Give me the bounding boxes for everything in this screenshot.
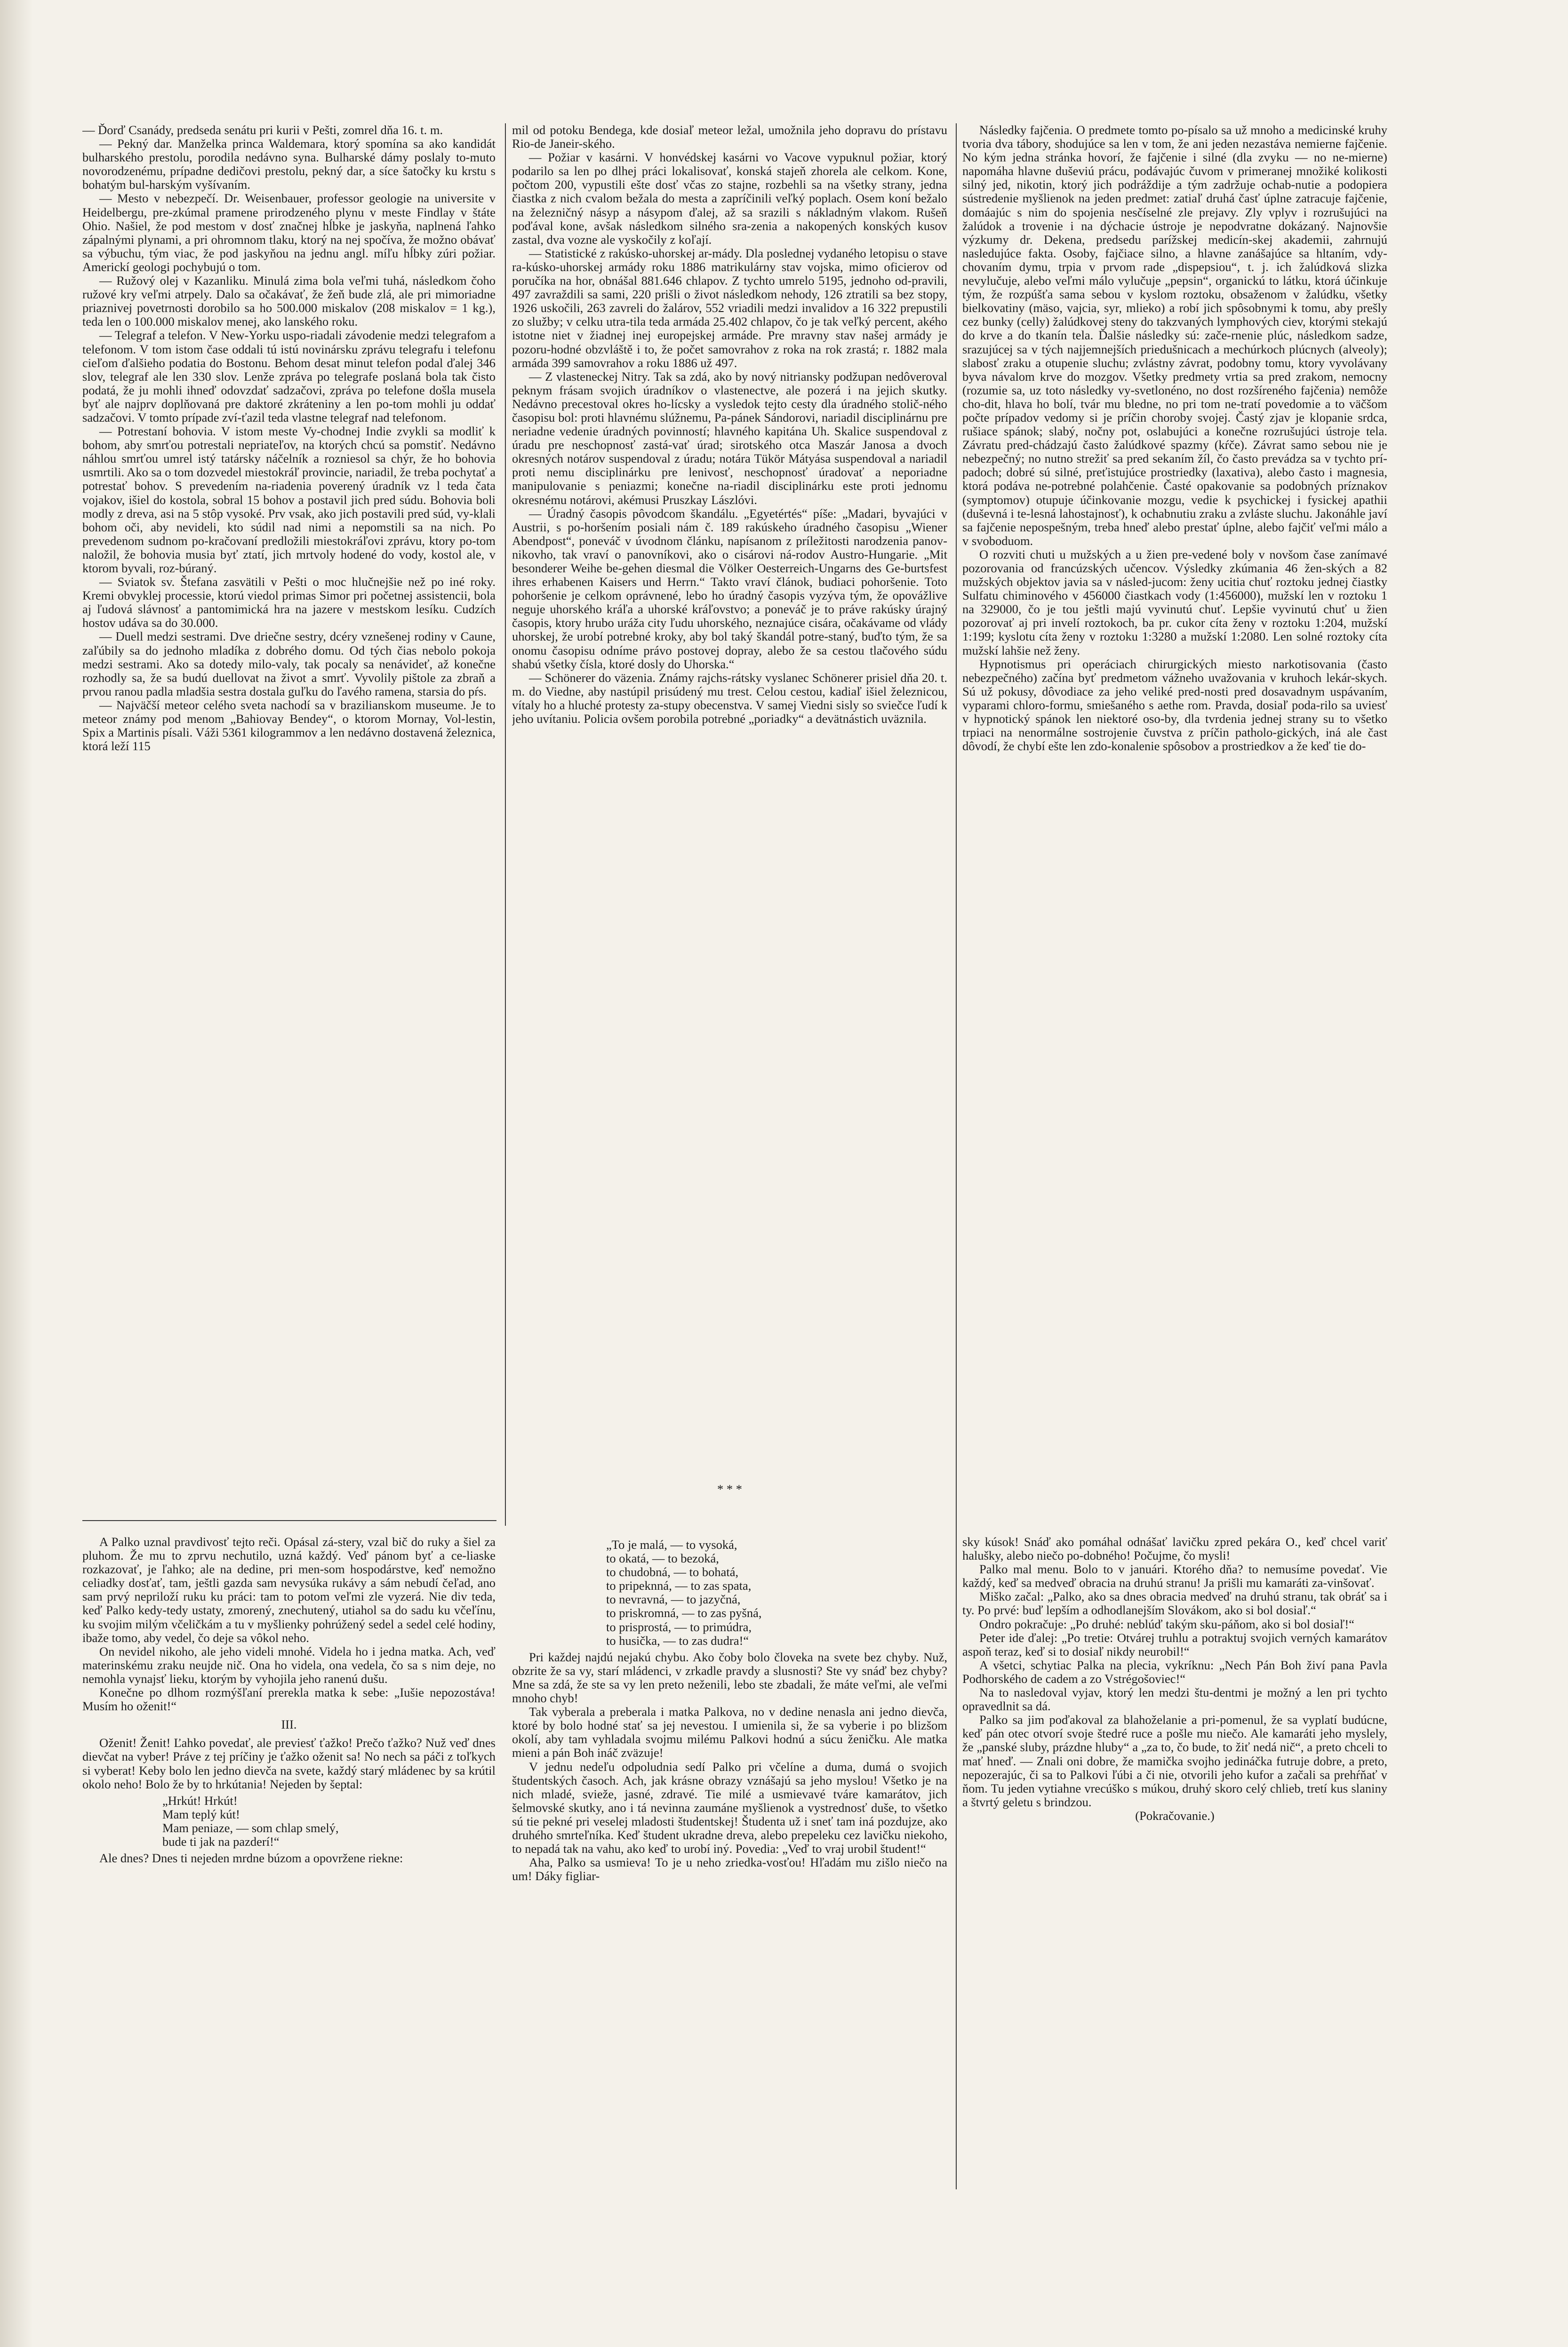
column-divider — [505, 123, 506, 1526]
asterism — [512, 1482, 947, 1501]
feuilleton-paragraph: Miško začal: „Palko, ako sa dnes obracia medveď na druhú stranu, tak obráť sa i ty. Po prvé: buď lepším a odhodlanejším Slovákom, ako si bol dosiaľ.“ — [962, 1589, 1387, 1618]
news-item-paragraph: — Ďorď Csanády, predseda senátu pri kurii v Pešti, zomrel dňa 16. t. m. — [82, 123, 443, 137]
news-column-left — [82, 123, 496, 1530]
feuilleton-paragraph: Ondro pokračuje: „Po druhé: neblúď takým sku-páňom, ako si bol dosiaľ!“ — [979, 1617, 1354, 1631]
verse-line: to prisprostá, — to primúdra, — [606, 1619, 752, 1634]
verse-line: „Hrkút! Hrkút! — [162, 1793, 238, 1808]
news-column-middle — [512, 123, 947, 1479]
asterisk-separator: * * * — [717, 1482, 742, 1496]
verse-line: to husička, — to zas dudra!“ — [606, 1633, 749, 1648]
news-item-paragraph: Hypnotismus pri operáciach chirurgických miesto narkotisovania (často nebezpečného) začína byť predmetom vážneho uvažovania v kruhoch lekár-skych. Sú už pokusy, dôvodiace za jeho veliké pred-nosti pred dosavadnym uspávaním, vyparami chloro-formu, smiešaného s aethe rom. Pravda, dosiaľ poda-rilo sa uviesť v hypnotický spánok len niektoré oso-by, dla tvrdenia jednej strany su to všetko trpiaci na nenormálne sostrojenie čuvstva z príčin patholo-gických, iná ale čast dôvodí, že chybí ešte len zdo-konalenie spôsobov a prostriedkov a že keď tie do- — [962, 657, 1387, 753]
news-item-paragraph: — Mesto v nebezpečí. Dr. Weisenbauer, professor geologie na universite v Heidelbergu, pre-zkúmal pramene prirodzeného plynu v meste Findlay v štáte Ohio. Našiel, že pod mestom v dosť značnej hĺbke je jaskyňa, naplnená ľahko zápalnými plynami, a pri ohromnom tlaku, ktorý na nej spočíva, že možno obávať sa výbuchu, tým viac, že pod jaskyňou na jednu angl. míľu hĺbky zúri požiar. Americkí geologi pochybujú o tom. — [82, 191, 496, 274]
news-item-paragraph: mil od potoku Bendega, kde dosiaľ meteor ležal, umožnila jeho dopravu do prístavu Rio-de Janeir-ského. — [512, 123, 947, 151]
feuilleton-middle — [512, 1535, 947, 2298]
feuilleton-paragraph: On nevidel nikoho, ale jeho videli mnohé. Videla ho i jedna matka. Ach, veď materinskému zraku neujde nič. Ona ho videla, ona vedela, čo sa s nim deje, no nemohla vynajsť lieku, ktorým by vyhojila jeho ranenú dušu. — [82, 1644, 496, 1686]
verse-line: Mam teplý kút! — [162, 1807, 240, 1821]
feuilleton-paragraph: Peter ide ďalej: „Po tretie: Otvárej truhlu a potraktuj svojich verných kamarátov aspoň teraz, keď si to dosiaľ nikdy neurobil!“ — [962, 1630, 1387, 1658]
news-item-paragraph: — Požiar v kasárni. V honvédskej kasárni vo Vacove vypuknul požiar, ktorý podarilo sa len po dlhej práci lokalisovať, konská stajeň zhorela ale celkom. Kone, počtom 200, vypustili ešte dosť včas zo stajne, rozbehli sa na všetky strany, jedna čiastka z nich cvalom bežala do mesta a zapríčinili veľký poplach. Osem koní bežalo na železničný násyp a násypom ďalej, až sa srazili s nákladným vlakom. Rušeň poďával kone, avšak následkom silného sra-zenia a nakopených konských kusov zastal, dva vozne ale vyskočily z koľají. — [512, 150, 947, 247]
news-item-paragraph: — Úradný časopis pôvodcom škandálu. „Egyetértés“ píše: „Madari, byvajúci v Austrii, s po-horšením posiali nám č. 189 rakúskeho úradného časopisu „Wiener Abendpost“, poneváč v úvodnom článku, napísanom z príležitosti narodzenia panov-nikovho, tak vraví o panovníkovi, ako o cisárovi ná-rodov Austro-Hungarie. „Mit besonderer Weihe be-gehen diesmal die Völker Oesterreich-Ungarns des Ge-burtsfest ihres erhabenen Kaisers und Herrn.“ Takto vraví článok, budiaci pohoršenie. Toto pohoršenie je celkom oprávnené, lebo ho úradný časopis vyzýva tým, že opovážlive neguje uhorského kráľa a uhorské kráľovstvo; a poneváč je to práve rakúsky úrajný časopis, ktory hrubo uráža city ľudu uhorského, neznajúce cisára, očakávame od vlády uhorskej, že urobí potrebné kroky, aby bol taký škandál potre-staný, buďto tým, že sa onomu časopisu odníme právo postovej dopray, alebo že sa cestou tlačového súdu shabú všetky čísla, ktoré dosly do Uhorska.“ — [512, 506, 947, 671]
feuilleton-paragraph: Aha, Palko sa usmieva! To je u neho zriedka-vosťou! Hľadám mu zišlo niečo na um! Dáky figliar- — [512, 1855, 947, 1883]
feuilleton-divider — [82, 1520, 496, 1521]
verse-line: to okatá, — to bezoká, — [606, 1551, 719, 1566]
verse-line: to nevravná, — to jazyčná, — [606, 1592, 741, 1607]
verse-to-je-mala — [512, 1538, 947, 1648]
verse-hrkut — [82, 1794, 496, 1849]
feuilleton-paragraph: Pri každej najdú nejakú chybu. Ako čoby bolo človeka na svete bez chyby. Nuž, obzrite že sa vy, starí mládenci, v zrkadle pravdy a slusnosti? Ste vy snáď bez chyby? Mne sa zdá, že ste sa vy len preto neženili, lebo ste zbadali, že máte veľmi, ale veľmi mnoho chyb! — [512, 1650, 947, 1706]
feuilleton-paragraph: Palko sa jim poďakoval za blahoželanie a pri-pomenul, že sa vyplatí budúcne, keď pán otec otvorí svoje štedré ruce a pošle mu niečo. Ale kamaráti jeho myslely, že „panské sluby, prázdne hluby“ a „za to, čo bude, to žiť nedá nič“, a preto chcelі to mať hneď. — Znali oni dobre, že mamička svojho jedináčka futruje dobre, a preto, nepozerajúc, či sa to Palkovi ľúbi a či nie, otvorili jeho kufor a začali sa prehŕňať v ňom. Tu jeden vytiahne vrecúško s múkou, druhý skoro celý chlieb, tretí kus slaniny a štvrtý geletu s brindzou. — [962, 1713, 1387, 1809]
news-item-paragraph: — Sviatok sv. Štefana zasvätili v Pešti o moc hlučnejšie než po iné roky. Kremi obvyklej processie, ktorú viedol primas Simor pri početnej assistencii, bola aj ľudová slávnosť a pantomimická hra na jazere v mestskom lesíku. Cudzích hostov udáva sa do 30.000. — [82, 575, 496, 630]
feuilleton-paragraph: sky kúsok! Snáď ako pomáhal odnášať lavičku zpred pekára O., keď chcel variť halušky, alebo niečo po-dobného! Počujme, čo mysli! — [962, 1535, 1387, 1563]
page-edge-shadow — [0, 0, 33, 2347]
feuilleton-paragraph: V jednu nedeľu odpoludnia sedí Palko pri včelíne a duma, dumá o svojich študentských časoch. Ach, jak krásne obrazy vznášajú sa jeho myslou! Všetko je na nich mladé, svieže, jasné, zdravé. Tie milé a usmievavé tváre kamarátov, jich šelmovské skutky, ano i tá nevinna zaumáne myšlienok a vystrednosť duše, to všetko sú tie pekné pri veselej mladosti študentskej! Študenta už i sneť tam iná pozdujze, ako druhého smrteľníka. Keď študent ukradne dreva, alebo prepeleku cez lavičku niekoho, to nepadá tak na vahu, ako keď to urobí iný. Povedia: „Veď to vraj urobil študent!“ — [512, 1759, 947, 1856]
feuilleton-paragraph: (Pokračovanie.) — [1135, 1808, 1215, 1823]
verse-line: to chudobná, — to bohatá, — [606, 1565, 739, 1579]
verse-line: to priskromná, — to zas pyšná, — [606, 1606, 762, 1620]
news-item-paragraph: — Potrestaní bohovia. V istom meste Vy-chodnej Indie zvykli sa modliť k bohom, aby smrťou potrestali nepriateľov, na ktorých chcú sa pomstiť. Nedávno náhlou smrťou umrel istý tatársky náčelník a rozniesol sa chýr, že ho bohovia usmrtili. Ako sa o tom dozvedel miestokráľ provincie, nariadil, že treba pochytať a potrestať bohov. S prevedením na-riadenia poverený úradník vz l teda čata vojakov, išiel do kostola, sobral 15 bohov a postavil jich pred súdu. Bohovia boli modly z dreva, asi na 5 stôp vysoké. Prv vsak, ako jich postavili pred súd, vy-klali bohom oči, aby nevideli, kto súdil nad nimi a nepomstili sa na nich. Po prevedenom sudnom po-kračovaní predložili miestokráľovi zprávu, ktory po-tom naložil, že bohovia musia byť ztatí, jich mrtvoly hodené do vody, kostol ale, v ktorom byvali, roz-búraný. — [82, 424, 496, 575]
feuilleton-right — [962, 1535, 1387, 2298]
feuilleton-paragraph: Ale dnes? Dnes ti nejeden mrdne búzom a opovržene riekne: — [99, 1851, 403, 1866]
news-item-paragraph: — Z vlasteneckej Nitry. Tak sa zdá, ako by nový nitriansky podžupan nedôveroval peknym frásam svojich úradníkov o vlastenectve, ale pozerá i na jejich skutky. Nedávno precestoval okres ho-lícsky a vysledok tejto cesty dla úradného stolič-ného časopisu bol: proti hlavnému slúžnemu, Pa-pánek Sándorovi, nariadil disciplinárnu pre neriadne vedenie úradných povinností; hlavného kapitána Uh. Skalice suspendoval z úradu pre neschopnosť zastá-vať úrad; sirotského otca Maszár Janosa a dvoch okresných notárov suspendoval z úradu; notára Tükör Mátyása suspendoval a nariadil proti nemu disciplinárku pre lenivosť, neschopnosť úradovať a neporiadne manipulovanie s peniazmi; konečne na-riadil disciplinárku este proti jednomu okresnému notárovi, akémusi Pruszkay Lászlóvi. — [512, 369, 947, 507]
news-item-paragraph: O rozviti chuti u mužských a u žien pre-vedené boly v novšom čase zanímavé pozorovania od francúzských učencov. Výsledky zkúmania 46 žen-ských a 82 mužských objektov javia sa v násled-jucom: ženy ucitia chuť roztoku jednej čiastky Sulfatu chiminového v 456000 čiastkach vody (1:456000), mužskí len v roztoku 1 na 329000, čo je tou ještli majú vyvinutú chuť. Lepšie vyvinutú chuť u žien pozorovať aj pri invelí roztokoch, ba pr. cukor cíta ženy v roztoku 1:204, mužskí 1:199; kyslotu cíta ženy v roztoku 1:3280 a mužskí 1:2080. Len solné roztoky cíta mužskí lahšie než ženy. — [962, 547, 1387, 657]
feuilleton-paragraph: Konečne po dlhom rozmýšľaní prerekla matka k sebe: „Iušie nepozostáva! Musím ho oženit!“ — [82, 1685, 496, 1714]
feuilleton-paragraph: Tak vyberala a preberala i matka Palkova, no v dedine nenasla ani jedno dievča, ktoré by bolo hodné stať sa jej nevestou. I umienila si, že sa vyberie i po blizšom okolí, aby tam vyhladala svojmu milému Palkovi hodnú a súcu ženičku. Ale matka mieni a pán Boh ináč zväzuje! — [512, 1705, 947, 1760]
feuilleton-paragraph: Palko mal menu. Bolo to v januári. Ktorého dňa? to nemusíme povedať. Vie každý, keď sa medveď obracia na druhú stranu! Ja prišli mu kamaráti za-vinšovať. — [962, 1562, 1387, 1590]
news-item-paragraph: — Ružový olej v Kazanliku. Minulá zima bola veľmi tuhá, následkom čoho ružové kry veľmi atrpely. Dalo sa očakávať, že žeň bude zlá, ale pri mimoriadne priaznivej povetrnosti dorobilo sa ho 500.000 miskalov (208 miskalov = 1 kg.), teda len o 100.000 miskalov menej, ako lanského roku. — [82, 273, 496, 329]
section-number: III. — [281, 1717, 297, 1732]
news-item-paragraph: — Najväčší meteor celého sveta nachodí sa v brazilianskom museume. Je to meteor známy pod menom „Bahiovay Bendey“, o ktorom Mornay, Vol-lestin, Spix a Martinis písali. Váži 5361 kilogrammov a len nedávno dostavená železnica, ktorá leží 115 — [82, 697, 496, 753]
news-item-paragraph: — Statistické z rakúsko-uhorskej ar-mády. Dla poslednej vydaného letopisu o stave ra-kúsko-uhorskej armády roku 1886 matrikulárny stav vojska, mimo oficierov od poručíka na hor, obnášal 881.646 chlapov. Z tychto umrelo 5195, jednoho od-pravili, 497 zavraždili sa sami, 220 prišli o život následkom nehody, 126 ztratili sa bez stopy, 1926 uskočili, 263 zavreli do žalárov, 552 vriadili medzi invalidov a 16 322 prepustili zo služby; v celku utra-tila teda armáda 25.402 chlapov, čo je tak veľký percent, akého istotne niet v žiadnej inej europejskej armáde. Pre mravny stav našej armády je pozoru-hodné obzvláště i to, že počet samovrahov z roka na rok zrastá; r. 1882 mala armáda 399 samovrahov a roku 1886 už 497. — [512, 246, 947, 370]
feuilleton-paragraph: Oženit! Ženit! Ľahko povedať, ale previesť ťažko! Prečo ťažko? Nuž veď dnes dievčat na vyber! Práve z tej príčiny je ťažko oženit sa! No nech sa páči z toľkych si vyberat! Keby bolo len jedno dievča na svete, každý starý mládenec by sa krútil okolo neho! Bolo že by to hrkútania! Nejeden by šeptal: — [82, 1736, 496, 1791]
verse-line: Mam peniaze, — som chlap smelý, — [162, 1820, 339, 1835]
feuilleton-paragraph: A všetci, schytiac Palka na plecia, vykríknu: „Nech Pán Boh živí pana Pavla Podhorského de cadem a zo Vstrégošoviec!“ — [962, 1658, 1387, 1686]
news-column-right — [962, 123, 1387, 1592]
news-item-paragraph: — Pekný dar. Manželka princa Waldemara, ktorý spomína sa ako kandidát bulharského prestolu, porodila nedávno syna. Bulharské dámy poslaly to-muto novorodzenému, prípadne dedičovi prestolu, pekný dar, a síce šatočky ku krstu s bohatým bul-harským vyšívaním. — [82, 136, 496, 192]
feuilleton-left — [82, 1535, 496, 2298]
feuilleton-paragraph: Na to nasledoval vyjav, ktorý len medzi štu-dentmi je možný a len pri tychto opravedlnit sa dá. — [962, 1685, 1387, 1714]
verse-line: to pripeknná, — to zas spata, — [606, 1578, 752, 1593]
news-item-paragraph: Následky fajčenia. O predmete tomto po-písalo sa už mnoho a medicinské kruhy tvoria dva tábory, shodujúce sa len v tom, že ani jeden nezastáva nemierne fajčenie. No kým jedna stránka hovorí, že fajčenie i silné (dla zvyku — no ne-mierne) napomáha hlavne duševiú prácu, podávajúc čuvom v primeranej množiké kolikosti silný jed, nikotin, ktorý jich podráždije a tým zadržuje ochab-nutie a podopiera sústredenie myšlienok na jeden predmet: zatiaľ druhá časť úplne zatracuje fajčenie, domáajúc s nim do spojenia nesčíselné zle prejavy. Zly vplyv i rozrušujúci na žalúdok a trovenie i na dýchacie ústroje je nepodvratne dokázaný. Najnovšie výzkumy dr. Dekena, predsedu parížskej medicín-skej akademii, zahrnujú nasledujúce fakta. Osoby, fajčiace silno, a hlavne zanášajúce sa hltaním, vdy-chovaním dymu, trpia v prvom rade „dispepsiou“, t. j. ich žalúdková slizka nevylučuje, alebo veľmi málo vylučuje „pepsin“, organickú to látku, ktorá účinkuje tým, že rozpúšťa sama sebou v kyslom roztoku, obsaženom v žalúdku, všetky bielkovatiny (mäso, vajcia, syr, mlieko) a robí jich spôsobnymi k tomu, aby prešly cez bunky (celly) žalúdkovej steny do takzvaných lymphových ciev, ktorými stekajú do krve a do tkanín tela. Ďalšie následky sú: zače-rnenie plúc, následkom sadze, srazujúcej sa v tých najjemnejších priedušnicach a mechúrkoch plúcnych (alveoly); slabosť zraku a otupenie sluchu; zvlástny závrat, podobny tomu, ktory vyvolávany byva návalom krve do mozgov. Všetky predmety vrtia sa pred zrakom, nemocny (rozumie sa, uz toto následky vy-svetlonéno, no dost rozšíreného fajčenia) nemôže cho-dit, hlava ho bolí, tvár mu bledne, no pri tom ne-tratí povedomie a to väčšom počte prípadov vedomy si je príčin choroby svojej. Častý zjav je klopanie srdca, rušiace spánok; slabý, nočny pot, oslabujúci a konečne rozrušujúci ústroje tela. Závratu pred-chádzajú často žalúdkové spazmy (kŕče). Závrat samo sebou nie je nebezpečný; no nutno strežiť sa pred sekaním žíl, čo často prevádza sa v tychto prí-padoch; dobré sú silné, preťistujúce prostriedky (laxativa), alebo často i magnesia, ktorá podáva ne-potrebné polahčenie. Časté opakovanie sa podobných príznakov (symptomov) otupuje účinkovanie mozgu, vedie k psychickej i fysickej apathii (duševná i te-lesná lahostajnosť), k ochabnutiu zraku a zvláste sluchu. Jakonáhle javí sa fajčenie nepospešným, treba hneď alebo prestať úplne, alebo fajčiť veľmi málo a v svoboduom. — [962, 123, 1387, 548]
verse-line: bude ti jak na pazderí!“ — [162, 1834, 280, 1849]
news-item-paragraph: — Duell medzi sestrami. Dve driečne sestry, dcéry vznešenej rodiny v Caune, zaľúbily sa do jednoho mladíka z dobrého domu. Od tých čias nebolo pokoja medzi sestrami. Ako sa dotedy milo-valy, tak pocaly sa nenávideť, až konečne rozhodly sa, že sa budú duellovat na život a smrť. Vyvolily pištole za zbraň a prvou ranou padla mladšia sestra dostala guľku do ľavého ramena, starsia do pŕs. — [82, 629, 496, 698]
verse-line: „To je malá, — to vysoká, — [606, 1538, 737, 1552]
column-divider — [956, 123, 957, 2189]
news-item-paragraph: — Telegraf a telefon. V New-Yorku uspo-riadali závodenie medzi telegrafom a telefonom. V tom istom čase oddali tú istú novinársku zprávu telegrafu i telefonu cieľom ďalšieho podatia do Bostonu. Behom desat minut telefon podal ďalej 346 slov, telegraf ale len 330 slov. Lenže zpráva po telegrafe poslaná bola tak čisto podatá, že ju mohli ihneď odovzdať sadzačovi, zpráva po telefone došla musela byť ale najprv doplňovaná pre daktoré zkráteniny a len po-tom mohli ju oddať sadzačovi. V tomto prípade zví-ťazil teda vlastne telegraf nad telefonom. — [82, 328, 496, 425]
news-item-paragraph: — Schönerer do väzenia. Známy rajchs-rátsky vyslanec Schönerer prisiel dňa 20. t. m. do Viedne, aby nastúpil prisúdený mu trest. Celou cestou, kadiaľ išiel železnicou, vítaly ho a hluché protesty za-stupy obecenstva. V samej Viedni sisly so sviečce ľudí k jeho uvítaniu. Policia ovšem porobila potrebné „poriadky“ a devätnástich uväznila. — [512, 670, 947, 726]
feuilleton-paragraph: A Palko uznal pravdivosť tejto reči. Opásal zá-sterу, vzal bič do ruky a šiel za pluhom. Že mu to zprvu nechutilo, uzná každý. Veď pánom byť a ce-liaske rozkazovať, je ľahko; ale na dedine, pri men-som hospodárstve, keď nemožno celiadky dosťať, tam, ještli gazda sam nevysúka rukávy a sám nebudí čeľad, ano sam prvý nepriloží ruku ku práci: tam to potom veľmi zle vyzerá. Nie div teda, keď Palko kedy-tedy ustaty, zmorený, znechutený, utiahol sa do sadu ku včeľínu, ku svojim milým včeličkám a tu v myšlienky pohrúžený sedel a sedel celé hodiny, ibaže tomo, aby vedel, čo deje sa vôkol neho. — [82, 1535, 496, 1645]
